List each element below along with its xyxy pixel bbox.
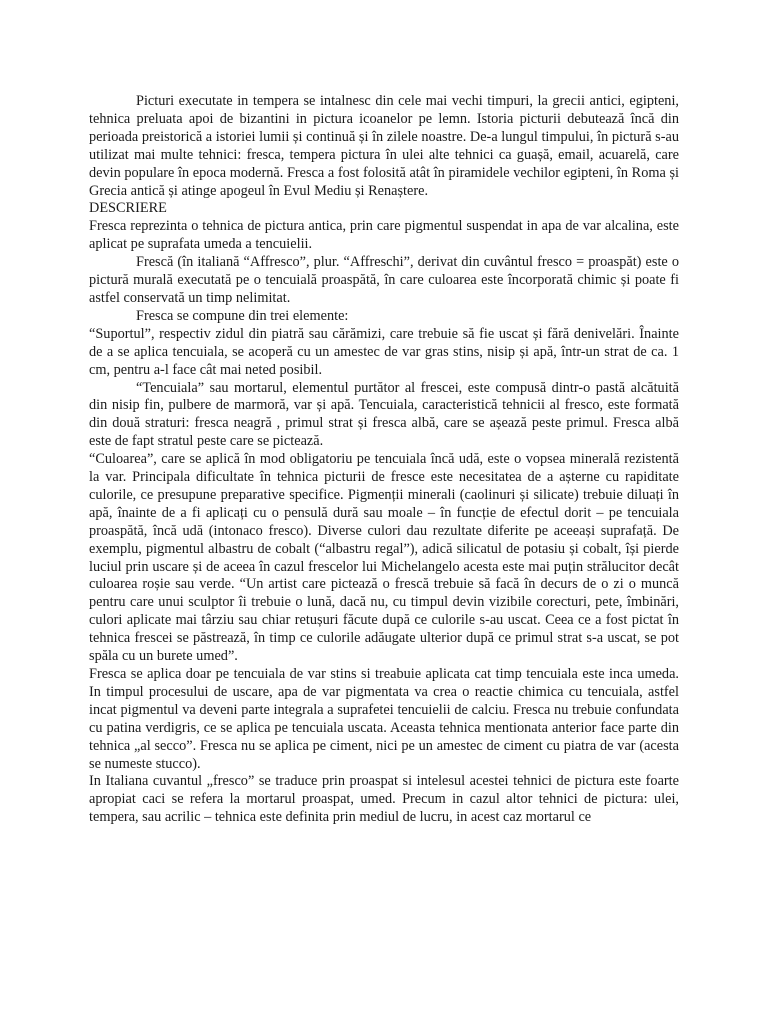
- paragraph-three-elements: Fresca se compune din trei elemente:: [136, 307, 349, 324]
- paragraph-fresca-etymology: Frescă (în italiană “Affresco”, plur. “Affreschi”, derivat din cuvântul fresco = proaspăt) este o pictură murală executată pe o tencuială proaspătă, în care culoarea este încorporată chimic și poate fi astfel conservată un timp nelimitat.: [89, 254, 679, 306]
- paragraph-suportul: “Suportul”, respectiv zidul din piatră sau cărămizi, care trebuie să fie uscat și fără denivelări. Înainte de a se aplica tencuiala, se acoperă cu un amestec de var gras stins, nisip și apă, într-un strat de ca. 1 cm, pentru a-l face cât mai neted posibil.: [89, 325, 679, 378]
- paragraph-fresca-definition: Fresca reprezinta o tehnica de pictura antica, prin care pigmentul suspendat in apa de var alcalina, este aplicat pe suprafata umeda a tencuielii.: [89, 218, 679, 253]
- document-page: [89, 93, 679, 827]
- section-heading-descriere: DESCRIERE: [89, 200, 167, 217]
- paragraph-intro: Picturi executate in tempera se intalnesc din cele mai vechi timpuri, la grecii antici, egipteni, tehnica preluata apoi de bizantini in pictura icoanelor pe lemn. Istoria picturii debutează încă din perioada preistorică a istoriei lumii și continuă și în zilele noastre. De-a lungul timpului, în pictură s-au utilizat mai multe tehnici: fresca, tempera pictura în ulei alte tehnici ca guașă, email, acuarelă, care devin populare în epoca modernă. Fresca a fost folosită atât în piramidele vechilor egipteni, în Roma și Grecia antică și atinge apogeul în Evul Mediu și Renaștere.: [89, 93, 679, 199]
- paragraph-italian-meaning: In Italiana cuvantul „fresco” se traduce prin proaspat si intelesul acestei tehnici de pictura este foarte apropiat caci se refera la mortarul proaspat, umed. Precum in cazul altor tehnici de pictura: ulei, tempera, sau acrilic – tehnica este definita prin mediul de lucru, in acest caz mortarul ce: [89, 773, 679, 826]
- paragraph-tencuiala: “Tencuiala” sau mortarul, elementul purtător al frescei, este compusă dintr-o pastă alcătuită din nisip fin, pulbere de marmoră, var și apă. Tencuiala, caracteristică tehnicii al fresco, este formată din două straturi: fresca neagră , primul strat și fresca albă, care se așează peste primul. Fresca albă este de fapt stratul peste care se pictează.: [89, 379, 679, 450]
- paragraph-application: Fresca se aplica doar pe tencuiala de var stins si treabuie aplicata cat timp tencuiala este inca umeda. In timpul procesului de uscare, apa de var pigmentata va crea o reactie chimica cu tencuiala, astfel incat pigmentul va deveni parte integrala a suprafetei tencuielii de calciu. Fresca nu trebuie confundata cu patina verdigris, ce se aplica pe tencuiala uscata. Aceasta tehnica mentionata anterior face parte din tehnica „al secco”. Fresca nu se aplica pe ciment, nici pe un amestec de ciment cu piatra de var (acesta se numeste stucco).: [89, 666, 679, 772]
- paragraph-culoarea: “Culoarea”, care se aplică în mod obligatoriu pe tencuiala încă udă, este o vopsea minerală rezistentă la var. Principala dificultate în tehnica picturii de fresce este necesitatea de a așterne cu rapiditate culorile, ce presupune preparative specifice. Pigmenții minerali (caolinuri și silicate) trebuie diluați în apă, înainte de a fi aplicați cu o pensulă dură sau moale – în funcție de efectul dorit – pe tencuiala proaspătă, încă udă (intonaco fresco). Diverse culori dau rezultate diferite pe aceeași suprafață. De exemplu, pigmentul albastru de cobalt (“albastru regal”), adică silicatul de potasiu și cobalt, își pierde luciul prin uscare și de aceea în cazul frescelor lui Michelangelo acesta este mai puțin strălucitor decât culoarea roșie sau verde. “Un artist care pictează o frescă trebuie să facă în decurs de o zi o muncă pentru care unui sculptor îi trebuie o lună, dacă nu, cu timpul devin vizibile corecturi, pete, îmbinări, culori aplicate mai târziu sau chiar retușuri făcute după ce culorile s-au uscat. Ceea ce a fost pictat în tehnica frescei se păstrează, în timp ce culorile adăugate ulterior după ce primul strat s-a uscat, se pot spăla cu un burete umed”.: [89, 451, 679, 665]
